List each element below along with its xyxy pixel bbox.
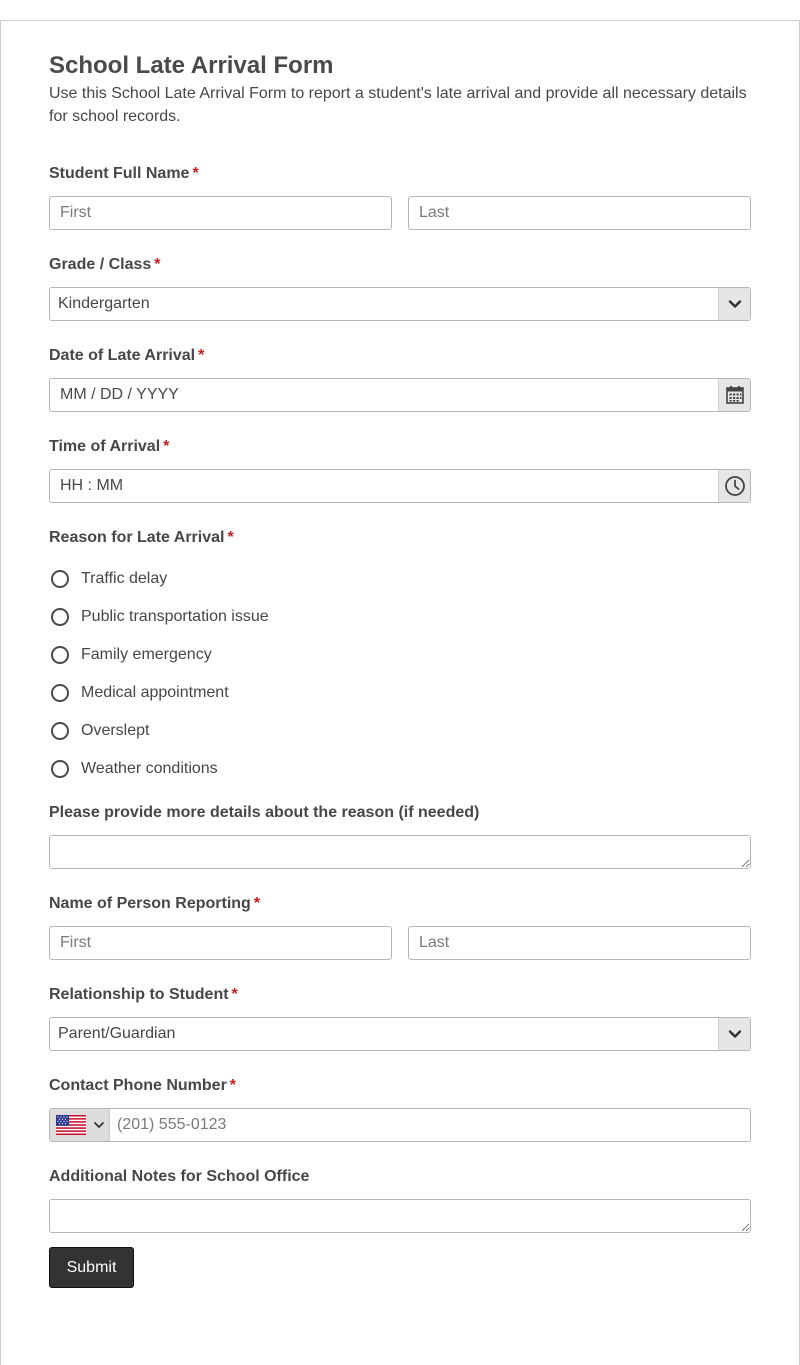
student-first-name-placeholder: First: [60, 204, 92, 221]
grade-select[interactable]: [49, 287, 751, 321]
required-marker: *: [229, 1077, 237, 1094]
reporter-label-text: Name of Person Reporting: [49, 895, 251, 912]
student-last-name-placeholder: Last: [419, 204, 450, 221]
chevron-down-icon[interactable]: [718, 1018, 750, 1050]
chevron-down-icon[interactable]: [718, 288, 750, 320]
date-label: [49, 347, 204, 365]
time-input[interactable]: [49, 469, 751, 503]
calendar-icon[interactable]: [718, 379, 750, 411]
time-label-text: Time of Arrival: [49, 438, 161, 455]
phone-label: [49, 1077, 236, 1095]
relationship-label-text: Relationship to Student: [49, 986, 229, 1003]
radio-option-traffic-delay[interactable]: [51, 568, 167, 590]
details-label: Please provide more details about the reason (if needed): [49, 804, 480, 821]
radio-option-weather-conditions[interactable]: [51, 758, 218, 780]
radio-option-medical-appointment[interactable]: [51, 682, 229, 704]
student-name-label: [49, 165, 199, 183]
radio-button[interactable]: [51, 722, 69, 740]
student-last-name-input[interactable]: [408, 196, 751, 230]
reason-label-text: Reason for Late Arrival: [49, 529, 225, 546]
country-code-select[interactable]: [50, 1109, 110, 1141]
radio-button[interactable]: [51, 570, 69, 588]
reporter-label: [49, 895, 260, 913]
chevron-down-icon: [93, 1119, 105, 1131]
required-marker: *: [154, 256, 161, 273]
radio-button[interactable]: [51, 608, 69, 626]
grade-selected-value: Kindergarten: [58, 295, 150, 312]
date-input[interactable]: [49, 378, 751, 412]
form-title: School Late Arrival Form: [49, 52, 334, 79]
phone-placeholder: (201) 555-0123: [117, 1116, 227, 1133]
date-placeholder: MM / DD / YYYY: [60, 386, 179, 403]
required-marker: *: [192, 165, 199, 182]
form-description: Use this School Late Arrival Form to report a student's late arrival and provide all necessary details for school records.: [49, 85, 747, 125]
radio-label: Weather conditions: [81, 760, 218, 777]
reporter-first-name-placeholder: First: [60, 934, 92, 951]
student-first-name-input[interactable]: [49, 196, 392, 230]
grade-label: [49, 256, 161, 274]
date-label-text: Date of Late Arrival: [49, 347, 196, 364]
notes-textarea[interactable]: [49, 1199, 751, 1233]
required-marker: *: [227, 529, 234, 546]
radio-option-family-emergency[interactable]: [51, 644, 212, 666]
reporter-last-name-placeholder: Last: [419, 934, 450, 951]
radio-option-public-transportation[interactable]: [51, 606, 269, 628]
radio-option-overslept[interactable]: [51, 720, 149, 742]
phone-input[interactable]: [49, 1108, 751, 1142]
radio-label: Overslept: [81, 722, 150, 739]
us-flag-icon: [56, 1115, 86, 1135]
time-label: [49, 438, 169, 456]
radio-label: Traffic delay: [81, 570, 168, 587]
required-marker: *: [163, 438, 170, 455]
radio-label: Medical appointment: [81, 684, 229, 701]
phone-label-text: Contact Phone Number: [49, 1077, 227, 1094]
notes-label: Additional Notes for School Office: [49, 1168, 310, 1185]
reporter-first-name-input[interactable]: [49, 926, 392, 960]
time-placeholder: HH : MM: [60, 477, 124, 494]
relationship-label: [49, 986, 238, 1004]
required-marker: *: [253, 895, 261, 912]
radio-button[interactable]: [51, 684, 69, 702]
student-name-label-text: Student Full Name: [49, 165, 190, 182]
required-marker: *: [198, 347, 205, 364]
details-textarea[interactable]: [49, 835, 751, 869]
required-marker: *: [231, 986, 238, 1003]
grade-label-text: Grade / Class: [49, 256, 152, 273]
clock-icon[interactable]: [718, 470, 750, 502]
submit-button[interactable]: Submit: [49, 1247, 134, 1288]
radio-label: Family emergency: [81, 646, 212, 663]
radio-button[interactable]: [51, 646, 69, 664]
radio-label: Public transportation issue: [81, 608, 269, 625]
reporter-last-name-input[interactable]: [408, 926, 751, 960]
relationship-select[interactable]: [49, 1017, 751, 1051]
relationship-selected-value: Parent/Guardian: [58, 1025, 176, 1042]
reason-label: [49, 529, 234, 547]
radio-button[interactable]: [51, 760, 69, 778]
